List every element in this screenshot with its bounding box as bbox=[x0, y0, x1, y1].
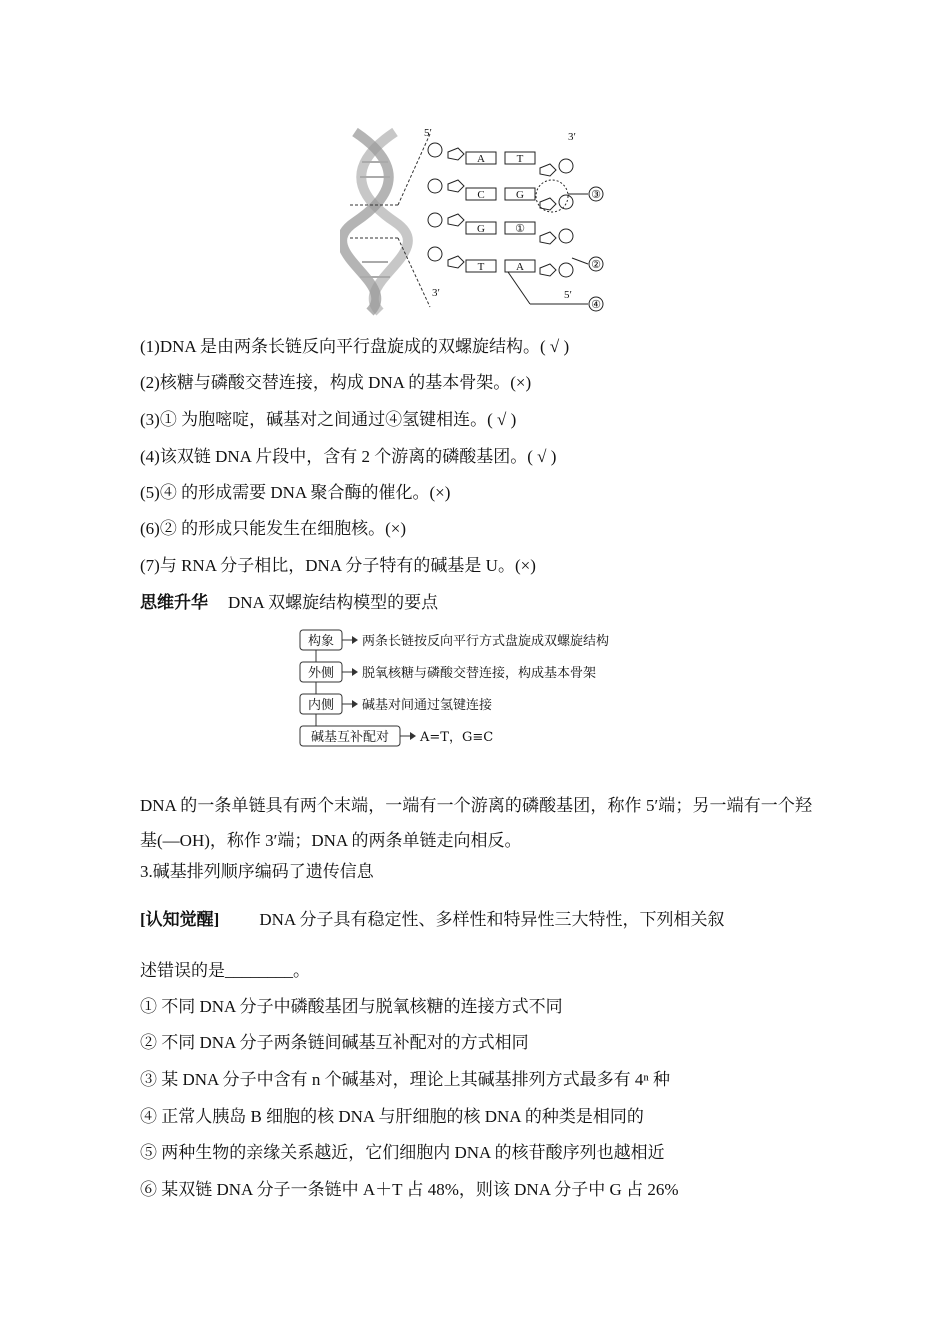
base-g2: G bbox=[477, 223, 485, 235]
statement-5: (5)④ 的形成需要 DNA 聚合酶的催化。(×) bbox=[140, 483, 451, 502]
map-key-4: 碱基互补配对 bbox=[310, 730, 390, 745]
base-g1: G bbox=[516, 189, 524, 201]
question-tag: [认知觉醒] bbox=[140, 910, 220, 929]
callout-3: ③ bbox=[591, 189, 601, 201]
statement-7: (7)与 RNA 分子相比，DNA 分子特有的碱基是 U。(×) bbox=[140, 556, 536, 575]
summary-heading-text: DNA 双螺旋结构模型的要点 bbox=[228, 593, 439, 612]
base-a2: A bbox=[516, 261, 524, 273]
base-t2: T bbox=[477, 261, 485, 273]
concept-map bbox=[296, 626, 676, 756]
map-key-2: 外侧 bbox=[307, 666, 335, 681]
section-3-heading: 3.碱基排列顺序编码了遗传信息 bbox=[140, 862, 374, 881]
base-c: C bbox=[477, 189, 485, 201]
question-stem-line1 bbox=[140, 909, 724, 931]
option-3: ③ 某 DNA 分子中含有 n 个碱基对，理论上其碱基排列方式最多有 4ⁿ 种 bbox=[140, 1070, 670, 1089]
option-4: ④ 正常人胰岛 B 细胞的核 DNA 与肝细胞的核 DNA 的种类是相同的 bbox=[140, 1107, 644, 1126]
label-5prime-top: 5′ bbox=[424, 127, 432, 139]
map-key-3: 内侧 bbox=[307, 698, 335, 713]
label-3prime-top: 3′ bbox=[568, 131, 576, 143]
question-stem-text: DNA 分子具有稳定性、多样性和特异性三大特性，下列相关叙 bbox=[259, 910, 725, 929]
summary-heading-bold: 思维升华 bbox=[140, 593, 208, 612]
callout-4: ④ bbox=[591, 299, 601, 311]
dna-diagram bbox=[340, 122, 620, 318]
concept-map-svg bbox=[296, 626, 676, 756]
dna-structure-figure bbox=[340, 122, 620, 318]
option-1: ① 不同 DNA 分子中磷酸基团与脱氧核糖的连接方式不同 bbox=[140, 997, 563, 1016]
callout-2: ② bbox=[591, 259, 601, 271]
question-stem-line2: 述错误的是________。 bbox=[140, 961, 310, 980]
statement-1: (1)DNA 是由两条长链反向平行盘旋成的双螺旋结构。( √ ) bbox=[140, 337, 570, 356]
map-desc-2: 脱氧核糖与磷酸交替连接，构成基本骨架 bbox=[362, 666, 597, 681]
map-desc-1: 两条长链按反向平行方式盘旋成双螺旋结构 bbox=[362, 634, 610, 649]
base-a1: A bbox=[477, 153, 485, 165]
option-5: ⑤ 两种生物的亲缘关系越近，它们细胞内 DNA 的核苷酸序列也越相近 bbox=[140, 1143, 665, 1162]
statement-6: (6)② 的形成只能发生在细胞核。(×) bbox=[140, 519, 406, 538]
base-circ1: ① bbox=[515, 223, 525, 235]
end-paragraph: DNA 的一条单链具有两个末端，一端有一个游离的磷酸基团，称作 5′端；另一端有一个羟基(—OH)，称作 3′端；DNA 的两条单链走向相反。 bbox=[140, 796, 812, 850]
map-desc-4: A=T，G≡C bbox=[420, 730, 494, 745]
label-3prime-bottom: 3′ bbox=[432, 287, 440, 299]
label-5prime-bottom: 5′ bbox=[564, 289, 572, 301]
map-key-1: 构象 bbox=[307, 634, 335, 649]
option-2: ② 不同 DNA 分子两条链间碱基互补配对的方式相同 bbox=[140, 1033, 529, 1052]
map-desc-3: 碱基对间通过氢键连接 bbox=[362, 698, 493, 713]
statement-2: (2)核糖与磷酸交替连接，构成 DNA 的基本骨架。(×) bbox=[140, 373, 532, 392]
statement-4: (4)该双链 DNA 片段中，含有 2 个游离的磷酸基团。( √ ) bbox=[140, 447, 557, 466]
double-helix-image bbox=[342, 132, 408, 312]
statement-3: (3)① 为胞嘧啶，碱基对之间通过④氢键相连。( √ ) bbox=[140, 410, 517, 429]
option-6: ⑥ 某双链 DNA 分子一条链中 A＋T 占 48%，则该 DNA 分子中 G 占 26% bbox=[140, 1180, 679, 1199]
summary-heading bbox=[140, 592, 438, 614]
base-t1: T bbox=[516, 153, 524, 165]
